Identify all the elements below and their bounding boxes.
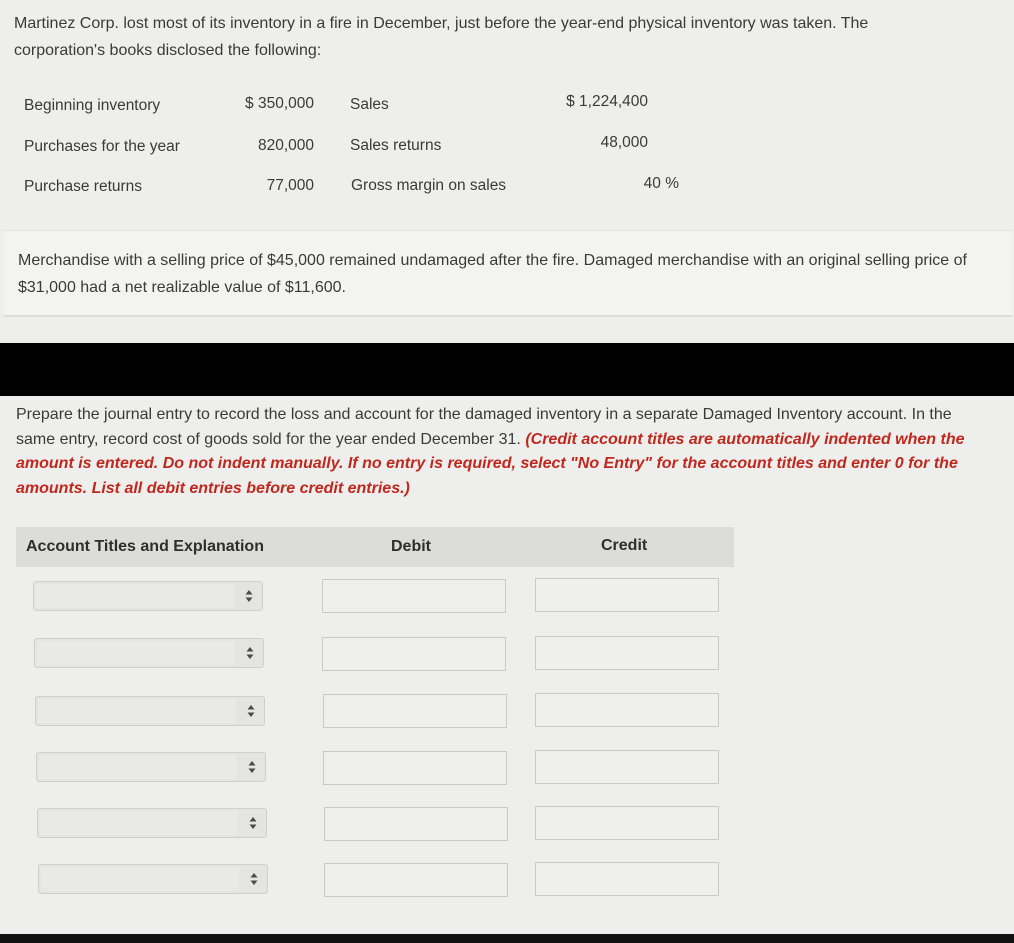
updown-arrow-icon xyxy=(245,644,255,662)
updown-arrow-icon xyxy=(246,702,256,720)
data-amount: 48,000 xyxy=(600,134,648,151)
problem-intro: Martinez Corp. lost most of its inventory in a fire in December, just before the year-end physical inventory was taken. The corporation's books disclosed the following: xyxy=(14,15,869,59)
data-amount: 40 % xyxy=(643,175,679,192)
data-label: Purchases for the year xyxy=(24,138,180,155)
credit-input[interactable] xyxy=(535,750,719,784)
data-label: Sales xyxy=(350,96,389,113)
instructions-note: (Credit account titles are automatically indented when the amount is entered. Do not indent manually. If no entry is required, select "No Entry" for the account titles and enter 0 for the amounts. List all debit entries before credit entries.) xyxy=(16,430,965,497)
account-select[interactable] xyxy=(37,808,267,838)
account-select[interactable] xyxy=(33,581,263,611)
data-amount: $ 1,224,400 xyxy=(566,93,648,110)
bottom-bar xyxy=(0,934,1014,943)
updown-arrow-icon xyxy=(244,587,254,605)
account-select-value xyxy=(36,584,234,608)
account-select[interactable] xyxy=(34,638,264,668)
debit-input[interactable] xyxy=(322,579,506,613)
credit-input[interactable] xyxy=(535,636,719,670)
data-amount: 820,000 xyxy=(257,137,314,154)
debit-input[interactable] xyxy=(324,863,508,897)
account-select-value xyxy=(37,641,235,665)
updown-arrow-icon xyxy=(249,870,259,888)
account-select[interactable] xyxy=(36,752,266,782)
debit-input[interactable] xyxy=(322,637,506,671)
data-amount: 77,000 xyxy=(266,177,314,194)
updown-arrow-icon xyxy=(247,758,257,776)
account-select-value xyxy=(39,755,237,779)
credit-input[interactable] xyxy=(535,806,719,840)
journal-header xyxy=(16,527,734,567)
data-label: Sales returns xyxy=(350,137,442,154)
debit-input[interactable] xyxy=(323,751,507,785)
header-debit: Debit xyxy=(391,538,431,555)
header-account: Account Titles and Explanation xyxy=(26,538,264,555)
data-label: Beginning inventory xyxy=(24,97,161,114)
credit-input[interactable] xyxy=(535,693,719,727)
credit-input[interactable] xyxy=(535,862,719,896)
header-credit: Credit xyxy=(601,537,648,554)
data-label: Gross margin on sales xyxy=(351,177,507,194)
account-select-value xyxy=(38,699,236,723)
debit-input[interactable] xyxy=(323,694,507,728)
debit-input[interactable] xyxy=(324,807,508,841)
data-label: Purchase returns xyxy=(24,178,143,195)
account-select-value xyxy=(41,867,239,891)
account-select[interactable] xyxy=(38,864,268,894)
data-amount: $ 350,000 xyxy=(245,95,314,112)
updown-arrow-icon xyxy=(248,814,258,832)
account-select[interactable] xyxy=(35,696,265,726)
credit-input[interactable] xyxy=(535,578,719,612)
instructions xyxy=(16,403,986,501)
account-select-value xyxy=(40,811,238,835)
problem-note: Merchandise with a selling price of $45,000 remained undamaged after the fire. Damaged merchandise with an original selling price of $31,000 had a net realizable value of $11,600. xyxy=(18,252,967,296)
black-bar xyxy=(0,343,1014,396)
instructions-text: Prepare the journal entry to record the loss and account for the damaged inventory in a separate Damaged Inventory account. In the same entry, record cost of goods sold for the year ended December 31. xyxy=(16,406,952,448)
